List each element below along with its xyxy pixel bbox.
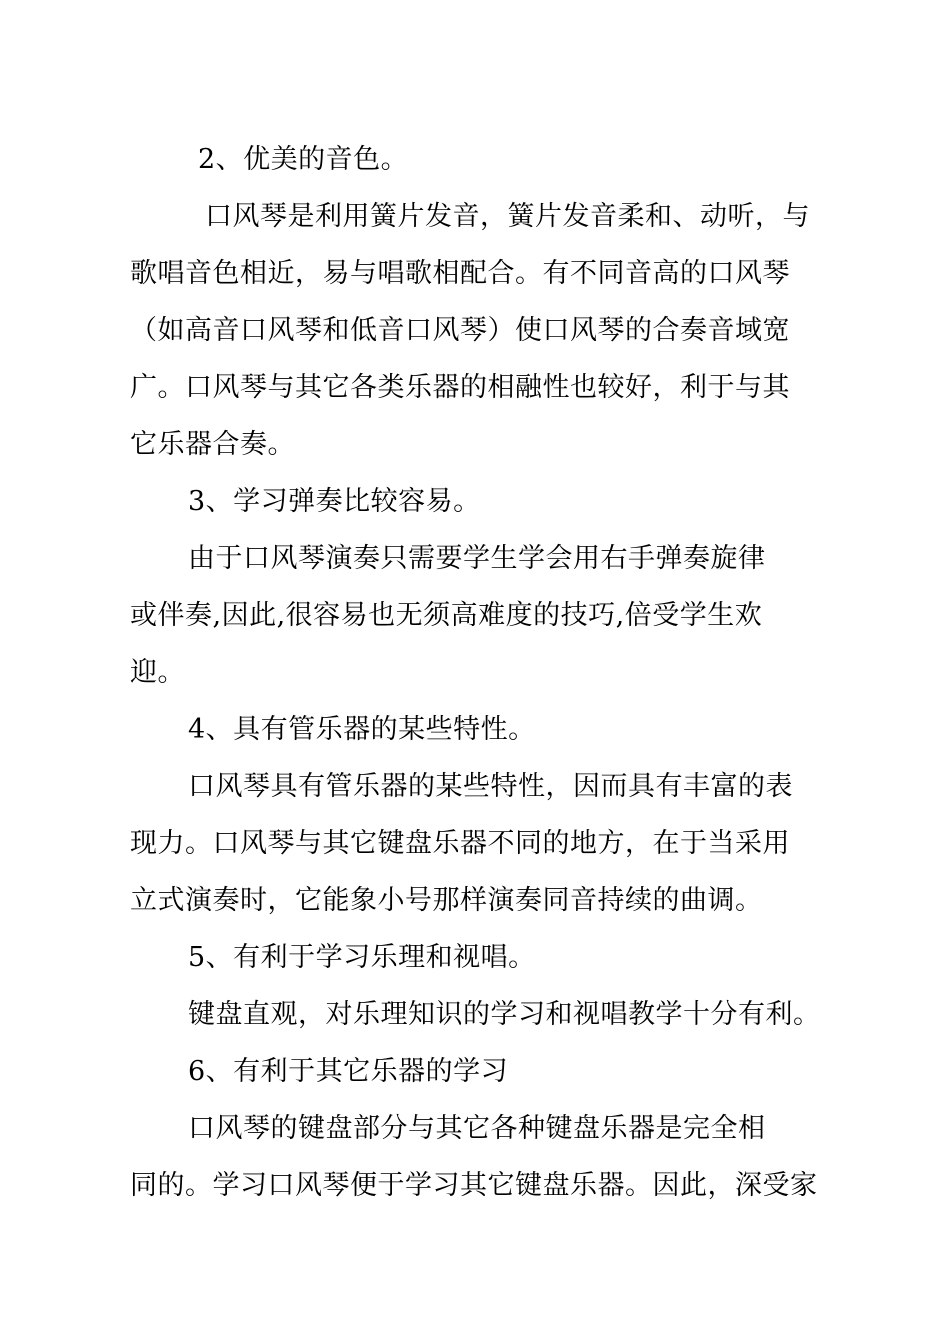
paragraph-line: 歌唱音色相近，易与唱歌相配合。有不同音高的口风琴 (130, 258, 790, 289)
paragraph-line: 口风琴是利用簧片发音，簧片发音柔和、动听，与 (205, 201, 810, 232)
heading-2: 2、优美的音色。 (198, 144, 409, 175)
paragraph-line: 或伴奏,因此,很容易也无须高难度的技巧,倍受学生欢 (130, 600, 763, 631)
paragraph-line: 由于口风琴演奏只需要学生学会用右手弹奏旋律 (188, 543, 766, 574)
heading-5: 5、有利于学习乐理和视唱。 (188, 942, 536, 973)
paragraph-line: 迎。 (130, 657, 185, 688)
paragraph-line: 它乐器合奏。 (130, 429, 295, 460)
paragraph-line: 口风琴具有管乐器的某些特性，因而具有丰富的表 (188, 771, 793, 802)
paragraph-line: 现力。口风琴与其它键盘乐器不同的地方，在于当采用 (130, 828, 790, 859)
paragraph-line: 广。口风琴与其它各类乐器的相融性也较好，利于与其 (130, 372, 790, 403)
paragraph-line: 立式演奏时，它能象小号那样演奏同音持续的曲调。 (130, 885, 763, 916)
heading-6: 6、有利于其它乐器的学习 (188, 1056, 509, 1087)
paragraph-line: 口风琴的键盘部分与其它各种键盘乐器是完全相 (188, 1113, 766, 1144)
paragraph-line: 同的。学习口风琴便于学习其它键盘乐器。因此，深受家 (130, 1170, 818, 1201)
paragraph-line: 键盘直观，对乐理知识的学习和视唱教学十分有利。 (188, 999, 821, 1030)
heading-4: 4、具有管乐器的某些特性。 (188, 714, 536, 745)
heading-3: 3、学习弹奏比较容易。 (188, 486, 481, 517)
paragraph-line: （如高音口风琴和低音口风琴）使口风琴的合奏音域宽 (130, 315, 790, 346)
